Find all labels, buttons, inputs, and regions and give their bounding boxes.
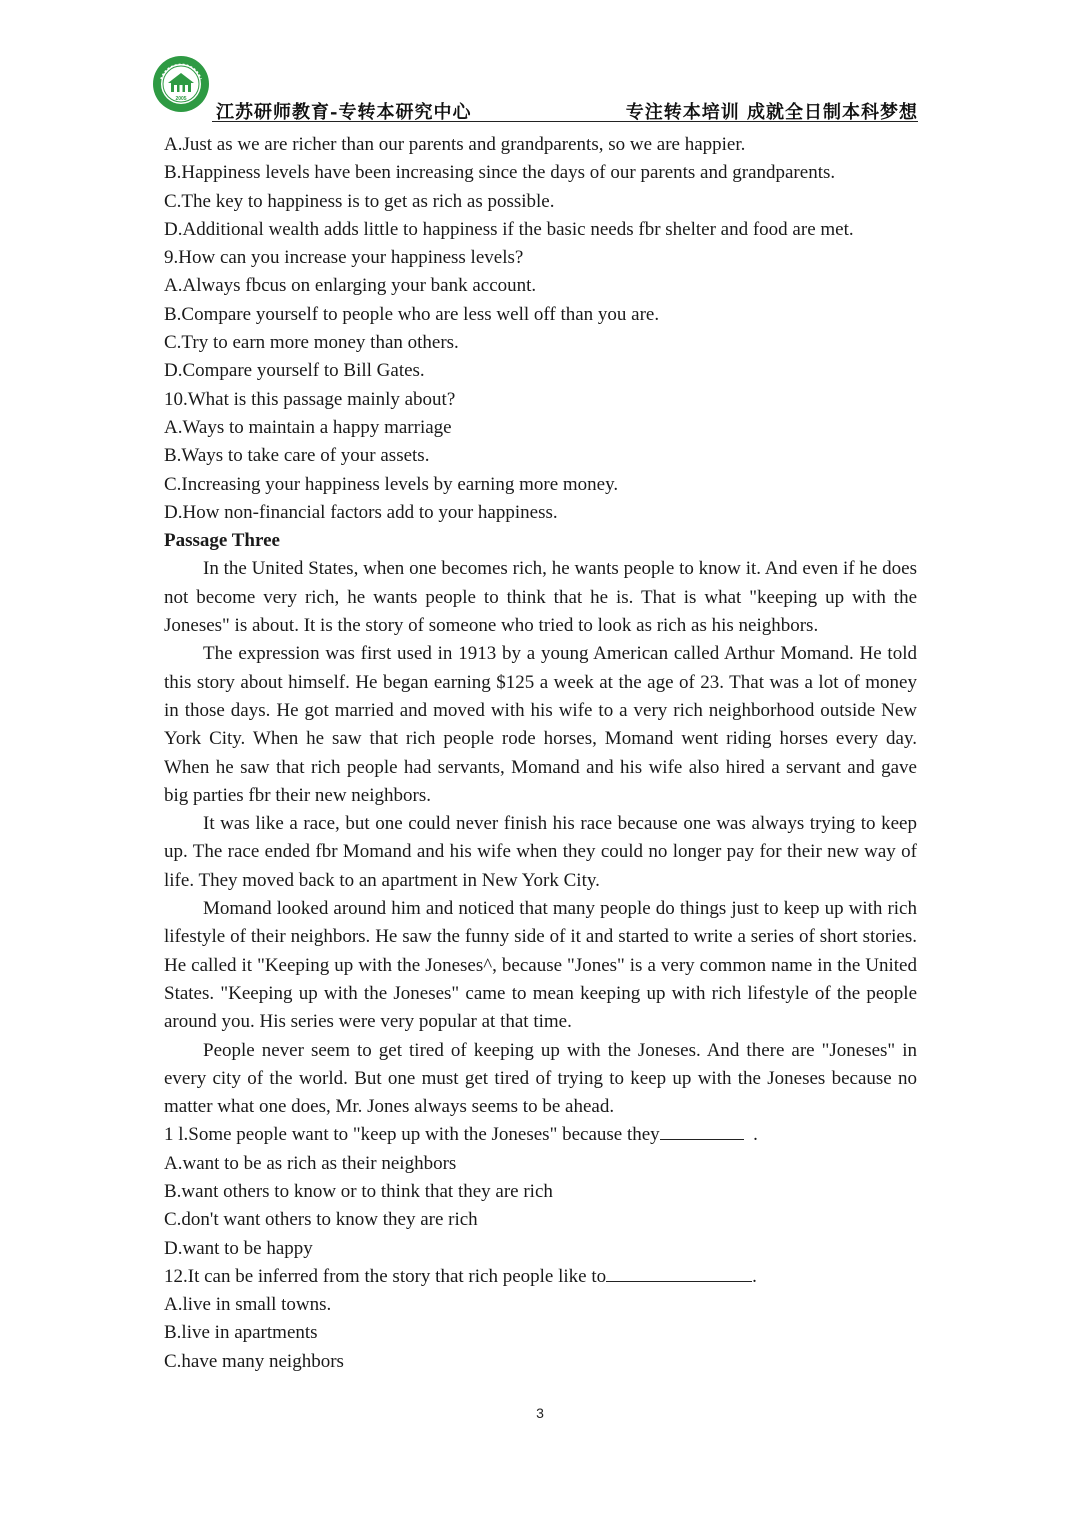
q11-question-line: [164, 1121, 917, 1149]
passage-paragraph-3: It was like a race, but one could never finish his race because one was always trying to keep up. The race ended fbr Momand and his wife when they could no longer pay for their new way of life. They moved back to an apartment in New York City.: [164, 813, 917, 891]
organization-name: 江苏研师教育-专转本研究中心: [216, 102, 472, 123]
q11-question-end: .: [753, 1124, 758, 1146]
passage-paragraph-2: The expression was first used in 1913 by a young American called Arthur Momand. He told this story about himself. He began earning $125 a week at the age of 23. That was a lot of money in those days. He got married and moved with his wife to a very rich neighborhood outside New York City. When he saw that rich people rode horses, Momand went riding horses every day. When he saw that rich people had servants, Momand and his wife also hired a servant and gave big parties fbr their new neighbors.: [164, 643, 917, 806]
q12-option-a: A.live in small towns.: [164, 1294, 332, 1316]
q12-answer-blank: [606, 1263, 752, 1282]
q10-option-c: C.Increasing your happiness levels by earning more money.: [164, 473, 619, 495]
q9-option-b: B.Compare yourself to people who are less well off than you are.: [164, 303, 660, 325]
q10-option-a: A.Ways to maintain a happy marriage: [164, 416, 452, 438]
q9-option-d: D.Compare yourself to Bill Gates.: [164, 360, 425, 382]
header-slogan: 专注转本培训 成就全日制本科梦想: [625, 102, 918, 123]
q9-option-a: A.Always fbcus on enlarging your bank account.: [164, 275, 537, 297]
q12-option-c: C.have many neighbors: [164, 1350, 344, 1372]
school-emblem-icon: [152, 55, 210, 113]
passage-paragraph-4: Momand looked around him and noticed that many people do things just to keep up with rich lifestyle of their neighbors. He saw the funny side of it and started to write a series of short stories. He called it "Keeping up with the Joneses^, because "Jones" is a very common name in the United States. "Keeping up with the Joneses" came to mean keeping up with rich lifestyle of the people around you. His series were very popular at that time.: [164, 898, 917, 1033]
q12-option-b: B.live in apartments: [164, 1322, 318, 1344]
q10-option-d: D.How non-financial factors add to your happiness.: [164, 501, 558, 523]
page-content: [164, 131, 917, 1376]
q10-option-b: B.Ways to take care of your assets.: [164, 445, 430, 467]
page-number: 3: [536, 1405, 544, 1421]
q12-question: 12.It can be inferred from the story that rich people like to: [164, 1265, 607, 1287]
logo-year: 2005: [175, 96, 187, 102]
q11-option-a: A.want to be as rich as their neighbors: [164, 1152, 457, 1174]
passage-paragraph-1: In the United States, when one becomes rich, he wants people to know it. And even if he does not become very rich, he wants people to think that he is. That is what "keeping up with the Joneses" is about. It is the story of someone who tried to look as rich as his neighbors.: [164, 558, 917, 637]
q9-question: 9.How can you increase your happiness levels?: [164, 247, 524, 269]
q9-option-c: C.Try to earn more money than others.: [164, 332, 459, 354]
page-header: [152, 52, 918, 122]
q8-option-a: A.Just as we are richer than our parents and grandparents, so we are happier.: [164, 134, 746, 155]
q12-question-line: [164, 1263, 917, 1291]
passage-title: Passage Three: [164, 530, 280, 552]
q12-question-end: .: [752, 1265, 757, 1287]
q11-question: 1 l.Some people want to "keep up with the Joneses" because they: [164, 1124, 660, 1146]
q8-option-b: B.Happiness levels have been increasing since the days of our parents and grandparents.: [164, 162, 836, 184]
q11-option-b: B.want others to know or to think that they are rich: [164, 1180, 553, 1202]
passage-paragraph-5: People never seem to get tired of keeping up with the Joneses. And there are "Joneses" in every city of the world. But one must get tired of trying to keep up with the Joneses because no matter what one does, Mr. Jones always seems to be ahead.: [164, 1039, 917, 1118]
q10-question: 10.What is this passage mainly about?: [164, 388, 456, 410]
q11-answer-blank: [660, 1121, 744, 1140]
q8-option-d: D.Additional wealth adds little to happiness if the basic needs fbr shelter and food are met.: [164, 218, 854, 240]
q11-option-c: C.don't want others to know they are rich: [164, 1209, 478, 1231]
header-divider: [212, 121, 918, 122]
q8-option-c: C.The key to happiness is to get as rich as possible.: [164, 190, 555, 212]
q11-option-d: D.want to be happy: [164, 1237, 313, 1259]
